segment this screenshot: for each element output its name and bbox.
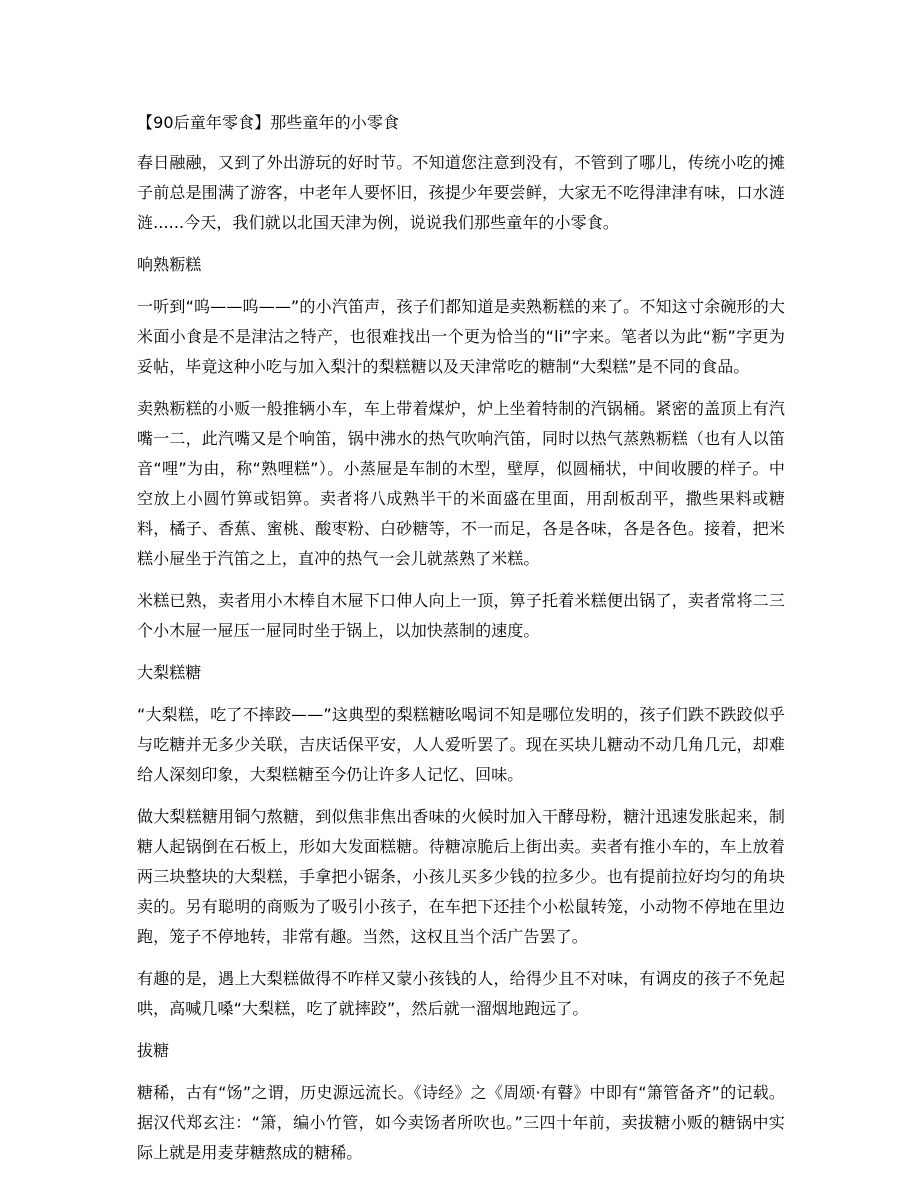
document-title: 【90后童年零食】那些童年的小零食: [137, 113, 400, 132]
section-heading-batang: 拔糖: [137, 1041, 170, 1060]
paragraph: 糖稀，古有“饧”之谓，历史源远流长。《诗经》之《周颂·有瞽》中即有“箫管备齐”的记载。据汉代郑玄注：“箫，编小竹管，如今卖饧者所吹也。”三四十年前，卖拔糖小贩的糖锅中实际上就是用麦芽糖熬成的糖稀。: [137, 1083, 785, 1162]
paragraph: 有趣的是，遇上大梨糕做得不咋样又蒙小孩钱的人，给得少且不对味，有调皮的孩子不免起哄，高喊几嗓“大梨糕，吃了就摔跤”，然后就一溜烟地跑远了。: [137, 969, 785, 1018]
section-heading-daligao-tang: 大梨糕糖: [137, 663, 202, 682]
intro-paragraph: 春日融融，又到了外出游玩的好时节。不知道您注意到没有，不管到了哪儿，传统小吃的摊子前总是围满了游客，中老年人要怀旧，孩提少年要尝鲜，大家无不吃得津津有味，口水涟涟......今天，我们就以北国天津为例，说说我们那些童年的小零食。: [137, 153, 785, 232]
paragraph: 卖熟粝糕的小贩一般推辆小车，车上带着煤炉，炉上坐着特制的汽锅桶。紧密的盖顶上有汽嘴一二，此汽嘴又是个响笛，锅中沸水的热气吹响汽笛，同时以热气蒸熟粝糕（也有人以笛音“哩”为由，称“熟哩糕”）。小蒸屉是车制的木型，壁厚，似圆桶状，中间收腰的样子。中空放上小圆竹箅或铝箅。卖者将八成熟半干的米面盛在里面，用刮板刮平，撒些果料或糖料，橘子、香蕉、蜜桃、酸枣粉、白砂糖等，不一而足，各是各味，各是各色。接着，把米糕小屉坐于汽笛之上，直冲的热气一会儿就蒸熟了米糕。: [137, 399, 785, 568]
section-heading-xiangshu-ligao: 响熟粝糕: [137, 255, 202, 274]
paragraph: “大梨糕，吃了不摔跤——”这典型的梨糕糖吆喝词不知是哪位发明的，孩子们跌不跌跤似乎与吃糖并无多少关联，吉庆话保平安，人人爱听罢了。现在买块儿糖动不动几角几元，却难给人深刻印象，大梨糕糖至今仍让许多人记忆、回味。: [137, 705, 785, 784]
paragraph: 米糕已熟，卖者用小木棒自木屉下口伸人向上一顶，箅子托着米糕便出锅了，卖者常将二三个小木屉一屉压一屉同时坐于锅上，以加快蒸制的速度。: [137, 591, 785, 640]
paragraph: 做大梨糕糖用铜勺熬糖，到似焦非焦出香味的火候时加入干酵母粉，糖汁迅速发胀起来，制糖人起锅倒在石板上，形如大发面糕糖。待糖凉脆后上街出卖。卖者有推小车的，车上放着两三块整块的大梨糕，手拿把小锯条，小孩儿买多少钱的拉多少。也有提前拉好均匀的角块卖的。另有聪明的商贩为了吸引小孩子，在车把下还挂个小松鼠转笼，小动物不停地在里边跑，笼子不停地转，非常有趣。当然，这权且当个活广告罢了。: [137, 807, 785, 946]
paragraph: 一听到“呜——呜——”的小汽笛声，孩子们都知道是卖熟粝糕的来了。不知这寸余碗形的大米面小食是不是津沽之特产，也很难找出一个更为恰当的“li”字来。笔者以为此“粝”字更为妥帖，毕竟这种小吃与加入梨汁的梨糕糖以及天津常吃的糖制“大梨糕”是不同的食品。: [137, 297, 785, 376]
document-page: [137, 108, 785, 1180]
